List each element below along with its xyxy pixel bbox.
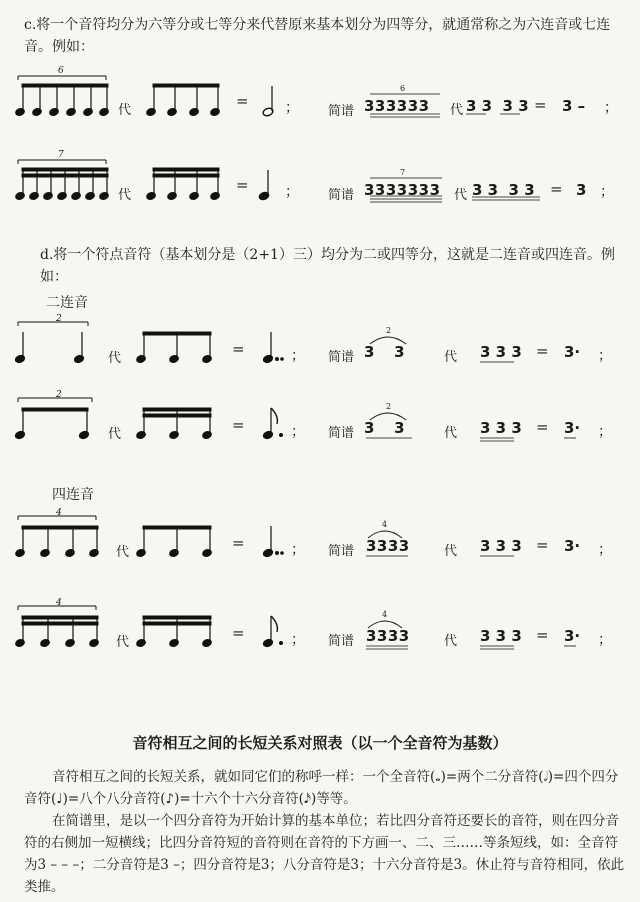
intro-paragraph-d: d.将一个符点音符（基本划分是（2+1）三）均分为二或四等分，这就是二连音或四连音。例如： [40, 247, 615, 285]
dai-label: 代 [450, 103, 464, 118]
equals-sign: = [536, 536, 549, 554]
equals-sign: = [236, 92, 249, 110]
equals-sign: = [536, 626, 549, 644]
equals-sign: = [232, 340, 245, 358]
dai-label: 代 [444, 634, 458, 649]
jianpu-result: 3 – [562, 97, 586, 115]
semicolon: ； [291, 348, 305, 364]
jianpu-equivalent: 3 3 3 [480, 537, 522, 555]
jianpu-tuplet-number: 7 [400, 168, 406, 177]
tuplet-number: 2 [56, 314, 62, 324]
dai-label: 代 [444, 544, 458, 559]
dai-label: 代 [444, 350, 458, 365]
dai-label: 代 [118, 188, 132, 203]
section-label-quadruplet: 四连音 [52, 487, 94, 503]
semicolon: ； [598, 424, 612, 440]
dai-label: 代 [108, 351, 122, 366]
semicolon: ； [598, 348, 612, 364]
jianpu-label: 简谱 [328, 544, 355, 559]
jianpu-label: 简谱 [328, 350, 355, 365]
section-title: 音符相互之间的长短关系对照表（以一个全音符为基数） [132, 734, 508, 752]
semicolon: ； [285, 184, 299, 200]
jianpu-equivalent: 3 3 3 3 [466, 97, 529, 115]
tuplet-number: 6 [58, 66, 64, 76]
semicolon: ； [598, 542, 612, 558]
dai-label: 代 [116, 545, 130, 560]
equals-sign: = [236, 176, 249, 194]
jianpu-tuplet: 3333333 [364, 181, 441, 199]
body-paragraph-relationships: 音符相互之间的长短关系，就如同它们的称呼一样：一个全音符(𝅝)=两个二分音符(𝅗𝅥)=四个四分音符(♩)=八个八分音符(♪)=十六个十六分音符(𝅘𝅥𝅯)等等。 [24, 769, 619, 807]
jianpu-result: 3· [564, 537, 581, 555]
dai-label: 代 [454, 188, 468, 203]
semicolon: ； [604, 100, 618, 116]
body-paragraph-jianpu: 在简谱里，是以一个四分音符为开始计算的基本单位；若比四分音符还要长的音符，则在四分音符的右侧加一短横线；比四分音符短的音符则在音符的下方画一、二、三……等条短线，如：全音符为3 – – –；二分音符是3 –；四分音符是3；八分音符是3；十六分音符是3。休止符与音符相同，依此类推。 [24, 813, 625, 895]
equals-sign: = [536, 342, 549, 360]
section-label-duplet: 二连音 [46, 295, 88, 311]
jianpu-equivalent: 3 3 3 [480, 627, 522, 645]
dai-label: 代 [444, 426, 458, 441]
jianpu-tuplet: 333333 [364, 97, 430, 115]
equals-sign: = [232, 416, 245, 434]
jianpu-tuplet-number: 4 [382, 610, 388, 619]
intro-paragraph-c: c.将一个音符均分为六等分或七等分来代替原来基本划分为四等分，就通常称之为六连音或七连音。例如： [24, 17, 611, 55]
equals-sign: = [232, 624, 245, 642]
jianpu-tuplet: 3333 [366, 627, 410, 645]
tuplet-number: 7 [58, 150, 64, 160]
jianpu-equivalent: 3 3 3 [480, 343, 522, 361]
jianpu-label: 简谱 [328, 634, 355, 649]
tuplet-number: 4 [56, 508, 62, 518]
equals-sign: = [536, 418, 549, 436]
tuplet-number: 4 [56, 598, 62, 608]
jianpu-label: 简谱 [328, 426, 355, 441]
jianpu-label: 简谱 [328, 188, 355, 203]
jianpu-label: 简谱 [328, 104, 355, 119]
jianpu-result: 3 [576, 181, 587, 199]
equals-sign: = [550, 180, 563, 198]
jianpu-result: 3· [564, 627, 581, 645]
equals-sign: = [232, 534, 245, 552]
jianpu-tuplet: 3 3 [364, 343, 406, 361]
semicolon: ； [291, 632, 305, 648]
dai-label: 代 [118, 103, 132, 118]
jianpu-equivalent: 3 3 3 3 [472, 181, 535, 199]
semicolon: ； [291, 542, 305, 558]
staff-notation [0, 152, 640, 212]
dai-label: 代 [108, 427, 122, 442]
jianpu-tuplet-number: 2 [386, 402, 392, 411]
jianpu-tuplet-number: 2 [386, 326, 392, 335]
jianpu-tuplet: 3333 [366, 537, 410, 555]
jianpu-tuplet: 3 3 [364, 419, 406, 437]
jianpu-tuplet-number: 6 [400, 84, 406, 93]
equals-sign: = [534, 96, 547, 114]
semicolon: ； [598, 632, 612, 648]
semicolon: ； [600, 184, 614, 200]
semicolon: ； [285, 100, 299, 116]
jianpu-result: 3· [564, 419, 581, 437]
jianpu-equivalent: 3 3 3 [480, 419, 522, 437]
dai-label: 代 [116, 635, 130, 650]
jianpu-result: 3· [564, 343, 581, 361]
tuplet-number: 2 [56, 390, 62, 400]
jianpu-tuplet-number: 4 [382, 520, 388, 529]
semicolon: ； [291, 424, 305, 440]
